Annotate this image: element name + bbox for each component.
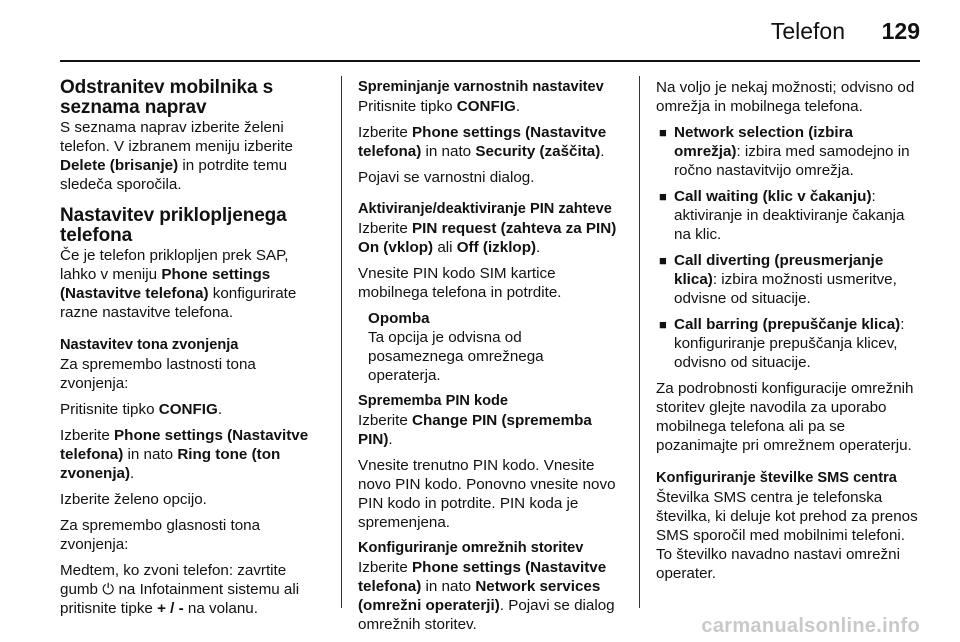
paragraph-change-pin: Izberite Change PIN (sprememba PIN). [358,412,592,448]
square-bullet-icon: ■ [659,317,667,332]
paragraph-remove-phone: S seznama naprav izberite želeni telefon. V izbranem meniju izberite Delete (brisanje) in potrdite temu sledeča sporočila. [60,119,293,193]
watermark: carmanualsonline.info [701,615,920,637]
chapter-title: Telefon [770,18,845,44]
paragraph-pin-request: Izberite PIN request (zahteva za PIN) On (vklop) ali Off (izklop). [358,220,617,256]
paragraph-phone-settings: Če je telefon priklopljen prek SAP, lahko v meniju Phone settings (Nastavitve telefona) konfigurirate razne nastavitve telefona. [60,247,297,321]
paragraph-press-config: Pritisnite tipko CONFIG. [60,401,223,418]
note-box [358,309,620,385]
paragraph-options-intro: Na voljo je nekaj možnosti; odvisno od omrežja in mobilnega telefona. [656,79,915,115]
heading-phone-settings: Nastavitev priklopljenega telefona [60,205,287,246]
column-divider [639,76,640,608]
paragraph-enter-pin: Vnesite PIN kodo SIM kartice mobilnega telefona in potrdite. [358,265,562,301]
paragraph-select-ringtone: Izberite Phone settings (Nastavitve telefona) in nato Ring tone (ton zvonenja). [60,427,309,482]
list-item: ■ Call barring (prepuščanje klica): konfiguriranje prepuščanja klicev, odvisno od situacije. [659,316,905,371]
paragraph-security-dialog: Pojavi se varnostni dialog. [358,169,535,186]
list-item: ■ Call diverting (preusmerjanje klica): izbira možnosti usmeritve, odvisne od situacije. [659,252,897,307]
column-divider [341,76,342,608]
paragraph-ringtone: Za spremembo lastnosti tona zvonjenja: [60,356,256,392]
list-item: ■ Call waiting (klic v čakanju): aktiviranje in deaktiviranje čakanja na klic. [659,188,905,243]
heading-ringtone: Nastavitev tona zvonjenja [60,337,239,353]
page-header [0,0,960,60]
paragraph-network-details: Za podrobnosti konfiguracije omrežnih storitev glejte navodila za uporabo mobilnega telefona ali pa se pozanimajte pri omrežnem operaterju. [656,380,914,454]
paragraph-select-option: Izberite želeno opcijo. [60,491,207,508]
network-options-list [656,123,918,372]
heading-change-pin: Sprememba PIN kode [358,393,509,409]
page-number: 129 [881,18,920,44]
paragraph-during-ring: Medtem, ko zvoni telefon: zavrtite gumb ⏻ na Infotainment sistemu ali pritisnite tipke + / - na volanu. [60,562,300,617]
header-rule [60,60,920,62]
heading-remove-phone: Odstranitev mobilnika s seznama naprav [60,77,274,118]
square-bullet-icon: ■ [659,125,667,140]
square-bullet-icon: ■ [659,189,667,204]
paragraph-network-services: Izberite Phone settings (Nastavitve telefona) in nato Network services (omrežni operaterji). Pojavi se dialog omrežnih storitev. [358,559,615,633]
paragraph-current-pin: Vnesite trenutno PIN kodo. Vnesite novo PIN kodo. Ponovno vnesite novo PIN kodo in potrdite. PIN koda je spremenjena. [358,457,616,531]
heading-sms-center: Konfiguriranje številke SMS centra [656,470,897,486]
paragraph-volume: Za spremembo glasnosti tona zvonjenja: [60,517,261,553]
paragraph-select-security: Izberite Phone settings (Nastavitve telefona) in nato Security (zaščita). [358,124,607,160]
note-label: Opomba [368,310,430,327]
square-bullet-icon: ■ [659,253,667,268]
note-text: Ta opcija je odvisna od posameznega omrežnega operaterja. [368,329,544,384]
heading-pin-request: Aktiviranje/deaktiviranje PIN zahteve [358,201,612,217]
paragraph-sms-center: Številka SMS centra je telefonska številka, ki deluje kot prehod za prenos SMS sporočil med mobilnimi telefoni. To številko navadno nastavi omrežni operater. [656,489,918,582]
list-item: ■ Network selection (izbira omrežja): izbira med samodejno in ročno nastavitvijo omrežja. [659,124,910,179]
paragraph-press-config: Pritisnite tipko CONFIG. [358,98,521,115]
column-3 [656,78,918,590]
heading-network-services: Konfiguriranje omrežnih storitev [358,540,584,556]
column-1 [60,78,322,625]
power-knob-icon: ⏻ [102,581,115,598]
heading-security: Spreminjanje varnostnih nastavitev [358,79,604,95]
column-2 [358,78,620,641]
